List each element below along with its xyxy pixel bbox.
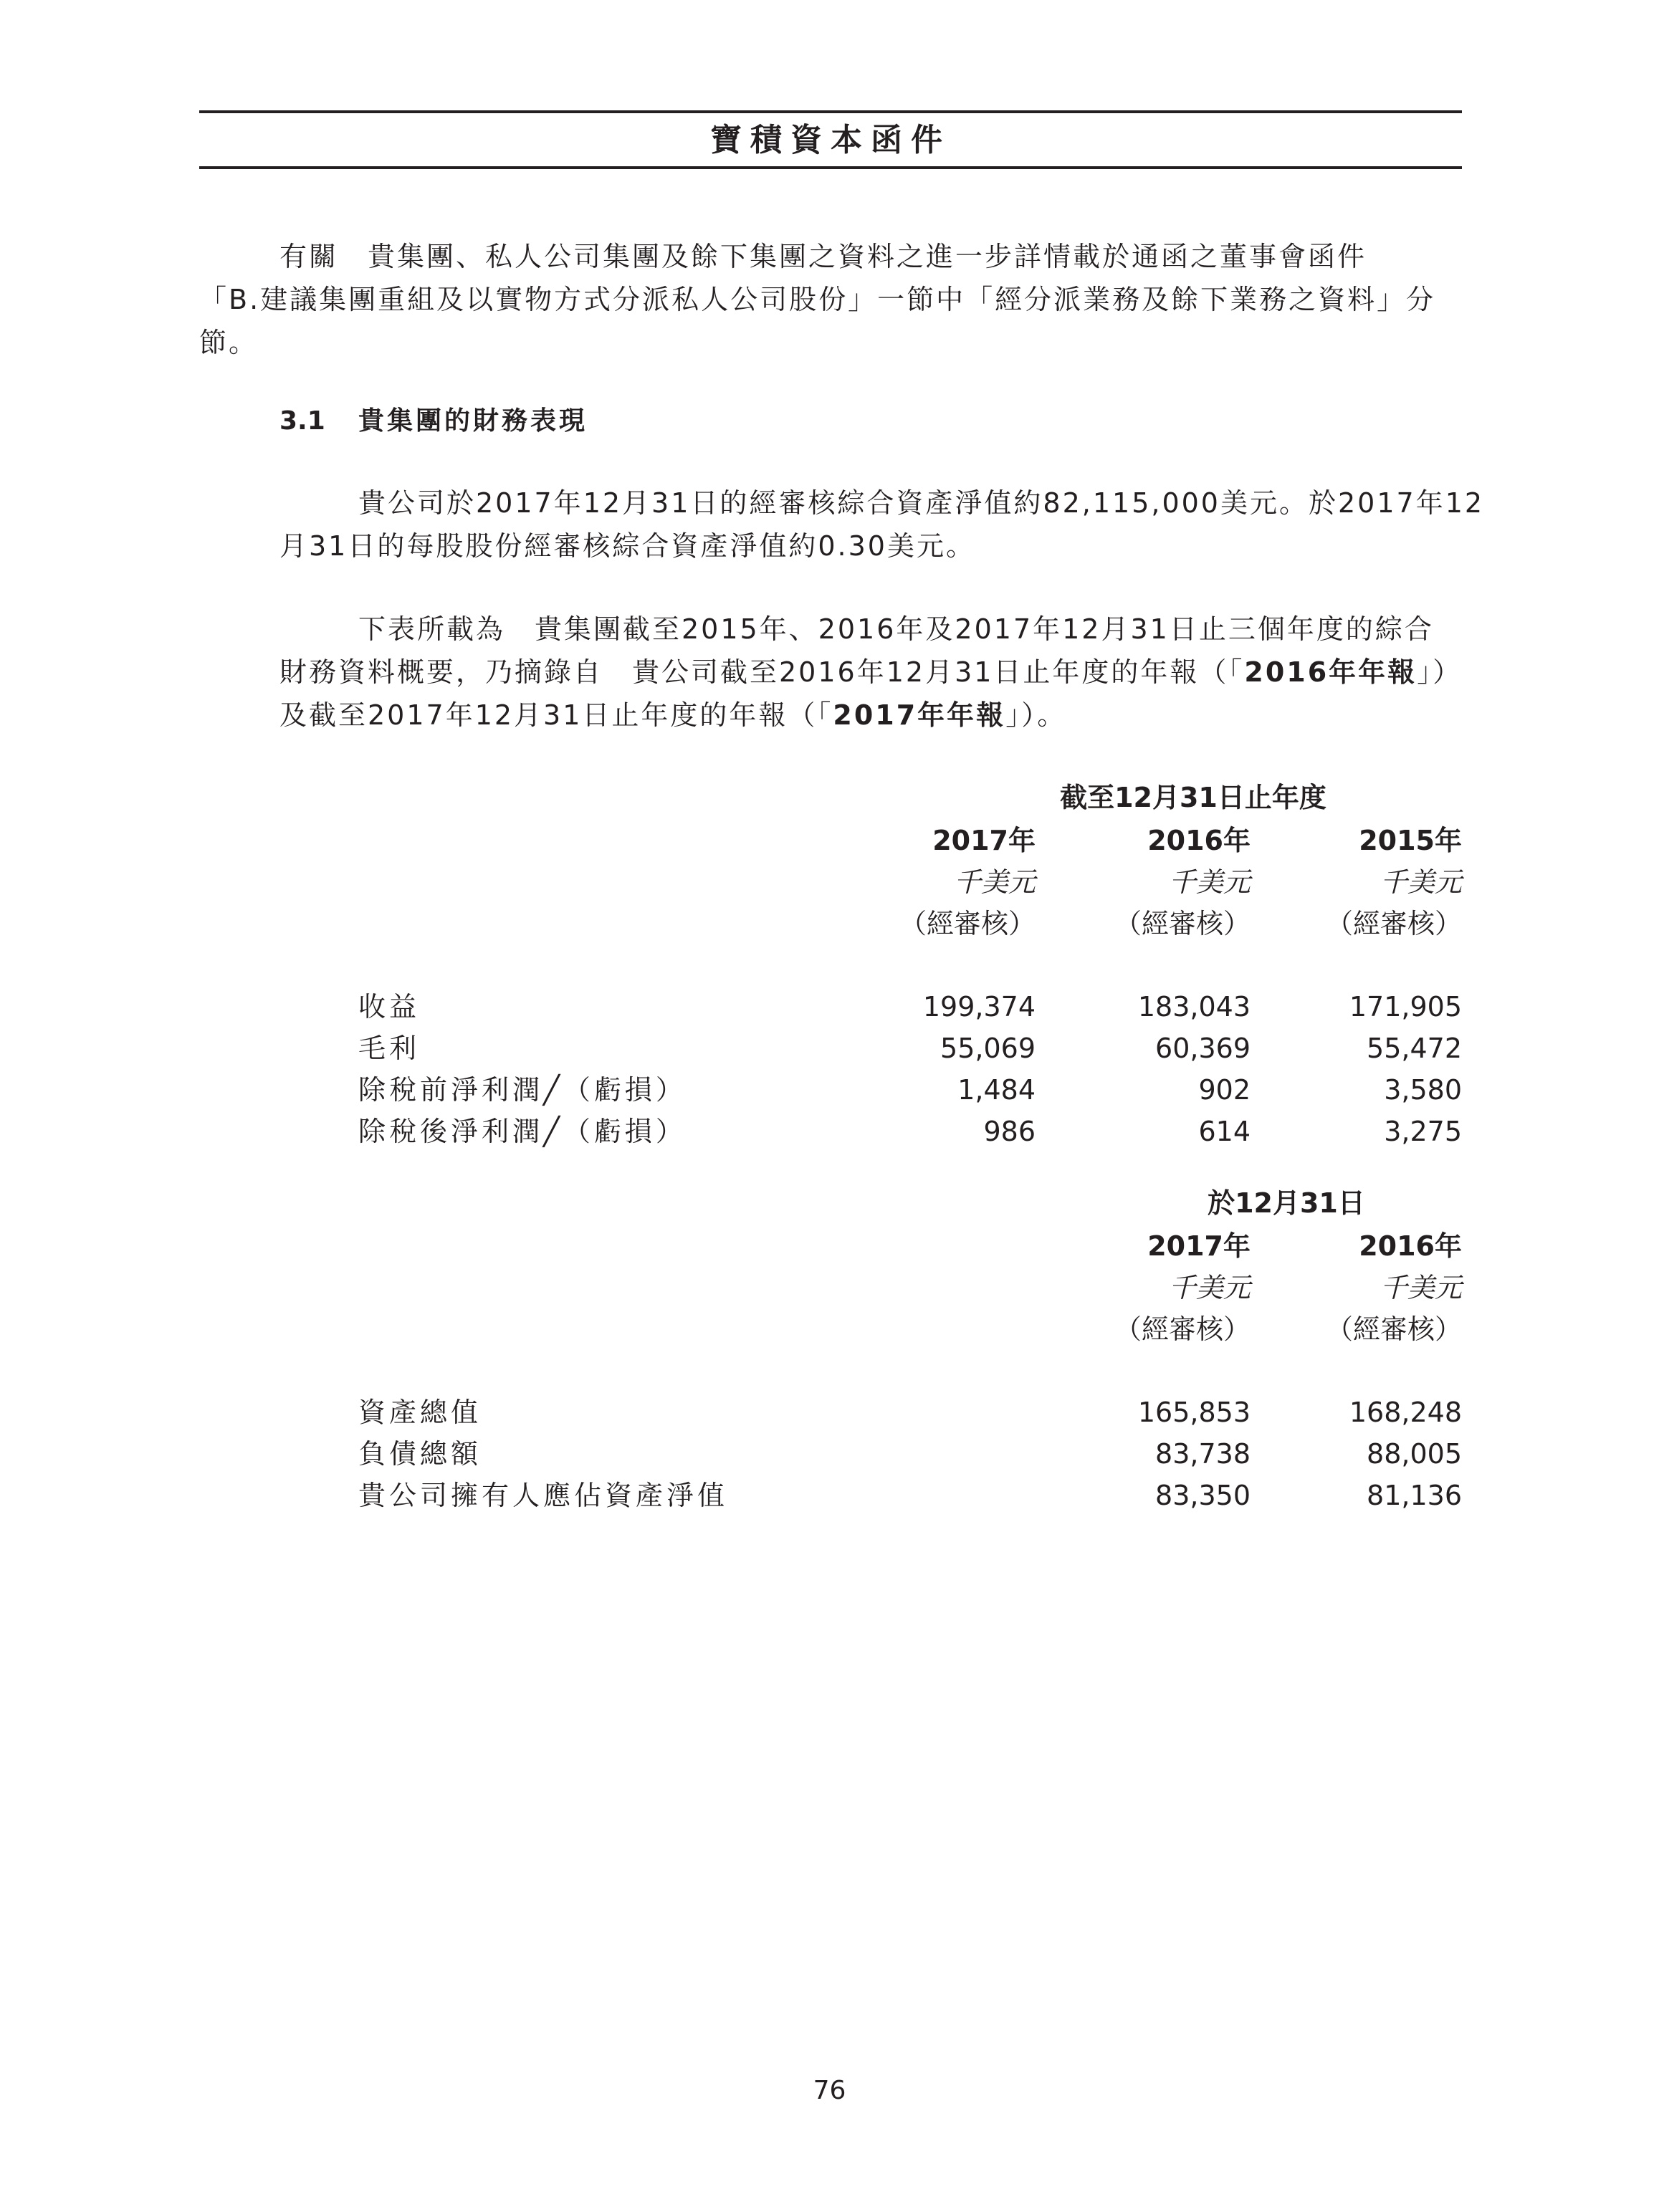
profit-after-tax-2016: 614	[1198, 1116, 1251, 1147]
total-liabilities-2016: 88,005	[1367, 1438, 1462, 1470]
summary-para-line-3	[279, 694, 1066, 737]
intro-line-3: 節。	[199, 327, 259, 358]
total-liabilities-2017: 83,738	[1155, 1438, 1251, 1470]
annual-report-2017-term: 2017年年報	[833, 699, 1006, 731]
profit-before-tax-2017: 1,484	[957, 1074, 1036, 1106]
total-assets-2016: 168,248	[1349, 1397, 1462, 1428]
income-col-year-2017: 2017年	[932, 825, 1036, 856]
profit-before-tax-2015: 3,580	[1384, 1074, 1462, 1106]
summary-para-line-1: 下表所載為 貴集團截至2015年、2016年及2017年12月31日止三個年度的綜合	[358, 613, 1434, 645]
section-number: 3.1	[279, 406, 325, 436]
balance-col-unit-2016: 千美元	[1380, 1272, 1462, 1303]
row-label-total-assets: 資產總值	[358, 1397, 482, 1428]
section-title: 貴集團的財務表現	[358, 406, 588, 436]
income-col-note-2017: （經審核）	[899, 908, 1036, 939]
net-assets-owners-2017: 83,350	[1155, 1480, 1251, 1511]
income-col-note-2016: （經審核）	[1114, 908, 1251, 939]
row-label-gross-profit: 毛利	[358, 1033, 421, 1064]
net-assets-owners-2016: 81,136	[1367, 1480, 1462, 1511]
page-header-title: 寶積資本函件	[710, 122, 951, 158]
intro-line-2: 「B.建議集團重組及以實物方式分派私人公司股份」一節中「經分派業務及餘下業務之資料」分	[199, 284, 1436, 315]
nav-para-line-2: 月31日的每股股份經審核綜合資產淨值約0.30美元。	[279, 530, 975, 562]
income-col-year-2016: 2016年	[1147, 825, 1251, 856]
summary-line2-text-a: 財務資料概要，乃摘錄自 貴公司截至2016年12月31日止年度的年報（「	[279, 656, 1245, 688]
gross-profit-2015: 55,472	[1367, 1033, 1462, 1064]
profit-after-tax-2015: 3,275	[1384, 1116, 1462, 1147]
balance-col-note-2017: （經審核）	[1114, 1313, 1251, 1345]
profit-before-tax-2016: 902	[1198, 1074, 1251, 1106]
summary-line3-text-a: 及截至2017年12月31日止年度的年報（「	[279, 699, 833, 731]
income-period-header: 截至12月31日止年度	[1060, 782, 1326, 813]
summary-para-line-2	[279, 651, 1462, 694]
profit-after-tax-2017: 986	[983, 1116, 1036, 1147]
intro-line-1: 有關 貴集團、私人公司集團及餘下集團之資料之進一步詳情載於通函之董事會函件	[279, 241, 1367, 272]
summary-line3-text-b: 」）。	[1005, 699, 1067, 731]
balance-col-year-2016: 2016年	[1359, 1230, 1462, 1262]
balance-col-unit-2017: 千美元	[1168, 1272, 1251, 1303]
income-col-unit-2017: 千美元	[953, 866, 1036, 898]
income-col-unit-2015: 千美元	[1380, 866, 1462, 898]
income-col-unit-2016: 千美元	[1168, 866, 1251, 898]
balance-col-year-2017: 2017年	[1147, 1230, 1251, 1262]
row-label-profit-after-tax: 除稅後淨利潤╱（虧損）	[358, 1116, 687, 1147]
income-col-note-2015: （經審核）	[1325, 908, 1462, 939]
balance-col-note-2016: （經審核）	[1325, 1313, 1462, 1345]
row-label-net-assets-owners: 貴公司擁有人應佔資產淨值	[358, 1480, 729, 1511]
revenue-2017: 199,374	[922, 991, 1036, 1023]
nav-para-line-1: 貴公司於2017年12月31日的經審核綜合資產淨值約82,115,000美元。於2017年12	[358, 487, 1485, 519]
row-label-total-liabilities: 負債總額	[358, 1438, 482, 1470]
header-top-rule	[199, 110, 1462, 113]
revenue-2015: 171,905	[1349, 991, 1462, 1023]
header-bottom-rule	[199, 166, 1462, 169]
gross-profit-2017: 55,069	[940, 1033, 1036, 1064]
revenue-2016: 183,043	[1137, 991, 1251, 1023]
row-label-profit-before-tax: 除稅前淨利潤╱（虧損）	[358, 1074, 687, 1106]
summary-line2-text-b: 」）	[1417, 656, 1463, 688]
income-col-year-2015: 2015年	[1359, 825, 1462, 856]
gross-profit-2016: 60,369	[1155, 1033, 1251, 1064]
row-label-revenue: 收益	[358, 991, 421, 1023]
page-number: 76	[813, 2076, 846, 2105]
annual-report-2016-term: 2016年年報	[1244, 656, 1417, 688]
balance-period-header: 於12月31日	[1208, 1187, 1365, 1219]
total-assets-2017: 165,853	[1137, 1397, 1251, 1428]
